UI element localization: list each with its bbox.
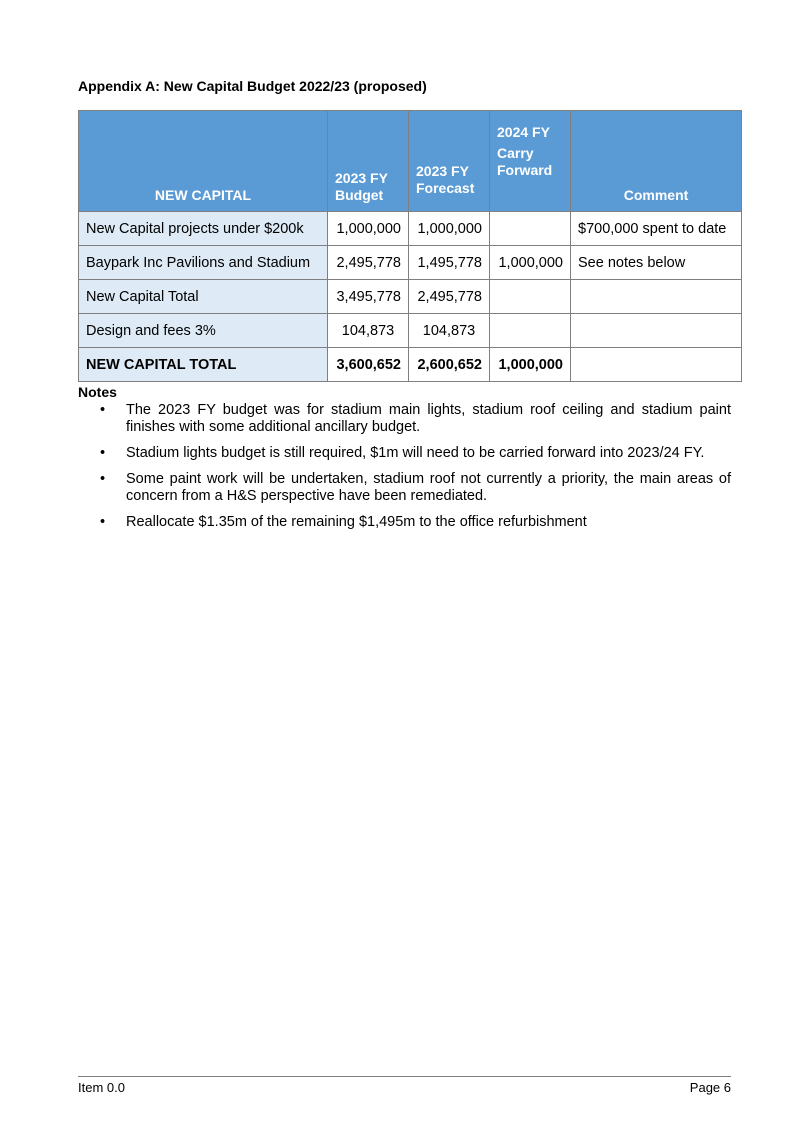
- table-row: [79, 280, 742, 314]
- bullet-icon: •: [100, 402, 106, 418]
- table-row-total: [79, 348, 742, 382]
- carry-forward-cell: 1,000,000: [490, 348, 571, 382]
- note-text: The 2023 FY budget was for stadium main lights, stadium roof ceiling and stadium paint finishes with some additional ancillary budget.: [126, 402, 731, 435]
- notes-list: [78, 402, 731, 540]
- table-row: [79, 212, 742, 246]
- row-label: NEW CAPITAL TOTAL: [79, 348, 328, 382]
- forecast-cell: 1,495,778: [409, 246, 490, 280]
- carry-forward-cell: [490, 314, 571, 348]
- budget-cell: 1,000,000: [328, 212, 409, 246]
- header-2023-forecast: [409, 111, 490, 212]
- comment-cell: [571, 314, 742, 348]
- header-forecast-line1: 2023 FY: [416, 163, 469, 179]
- forecast-cell: 2,600,652: [409, 348, 490, 382]
- comment-cell: [571, 280, 742, 314]
- header-new-capital-label: NEW CAPITAL: [154, 187, 252, 203]
- carry-forward-cell: [490, 280, 571, 314]
- comment-cell: See notes below: [571, 246, 742, 280]
- bullet-icon: •: [100, 514, 106, 530]
- row-label: New Capital Total: [79, 280, 328, 314]
- table-row: [79, 314, 742, 348]
- note-text: Some paint work will be undertaken, stadium roof not currently a priority, the main areas of concern from a H&S perspective have been remediated.: [126, 471, 731, 504]
- note-text: Stadium lights budget is still required, $1m will need to be carried forward into 2023/24 FY.: [126, 445, 705, 461]
- carry-forward-cell: [490, 212, 571, 246]
- header-new-capital: [79, 111, 328, 212]
- header-carry-line1: 2024 FY: [497, 124, 550, 140]
- forecast-cell: 104,873: [409, 314, 490, 348]
- footer-divider: [78, 1076, 731, 1077]
- carry-forward-cell: 1,000,000: [490, 246, 571, 280]
- capital-budget-table: [78, 110, 742, 382]
- footer-item-number: Item 0.0: [78, 1080, 125, 1095]
- header-2024-carry-forward: [490, 111, 571, 212]
- budget-cell: 104,873: [328, 314, 409, 348]
- header-comment: [571, 111, 742, 212]
- budget-cell: 3,600,652: [328, 348, 409, 382]
- comment-cell: [571, 348, 742, 382]
- table-row: [79, 246, 742, 280]
- comment-cell: $700,000 spent to date: [571, 212, 742, 246]
- header-budget-line1: 2023 FY: [335, 170, 388, 186]
- page-title: Appendix A: New Capital Budget 2022/23 (proposed): [78, 78, 427, 94]
- header-2023-budget: [328, 111, 409, 212]
- bullet-icon: •: [100, 471, 106, 487]
- header-comment-label: Comment: [623, 187, 689, 203]
- note-text: Reallocate $1.35m of the remaining $1,495m to the office refurbishment: [126, 514, 587, 530]
- list-item: [78, 514, 731, 531]
- row-label: New Capital projects under $200k: [79, 212, 328, 246]
- bullet-icon: •: [100, 445, 106, 461]
- header-budget-line2: Budget: [335, 187, 384, 203]
- budget-cell: 2,495,778: [328, 246, 409, 280]
- list-item: [78, 402, 731, 436]
- row-label: Design and fees 3%: [79, 314, 328, 348]
- list-item: [78, 471, 731, 505]
- header-forecast-line2: Forecast: [416, 180, 475, 196]
- budget-cell: 3,495,778: [328, 280, 409, 314]
- row-label: Baypark Inc Pavilions and Stadium: [79, 246, 328, 280]
- table-header-row: [79, 111, 742, 212]
- header-carry-line3: Forward: [497, 162, 553, 178]
- header-carry-line2: Carry: [497, 145, 534, 161]
- forecast-cell: 2,495,778: [409, 280, 490, 314]
- footer-page-number: Page 6: [689, 1080, 731, 1095]
- list-item: [78, 445, 731, 462]
- notes-heading: Notes: [78, 384, 117, 400]
- forecast-cell: 1,000,000: [409, 212, 490, 246]
